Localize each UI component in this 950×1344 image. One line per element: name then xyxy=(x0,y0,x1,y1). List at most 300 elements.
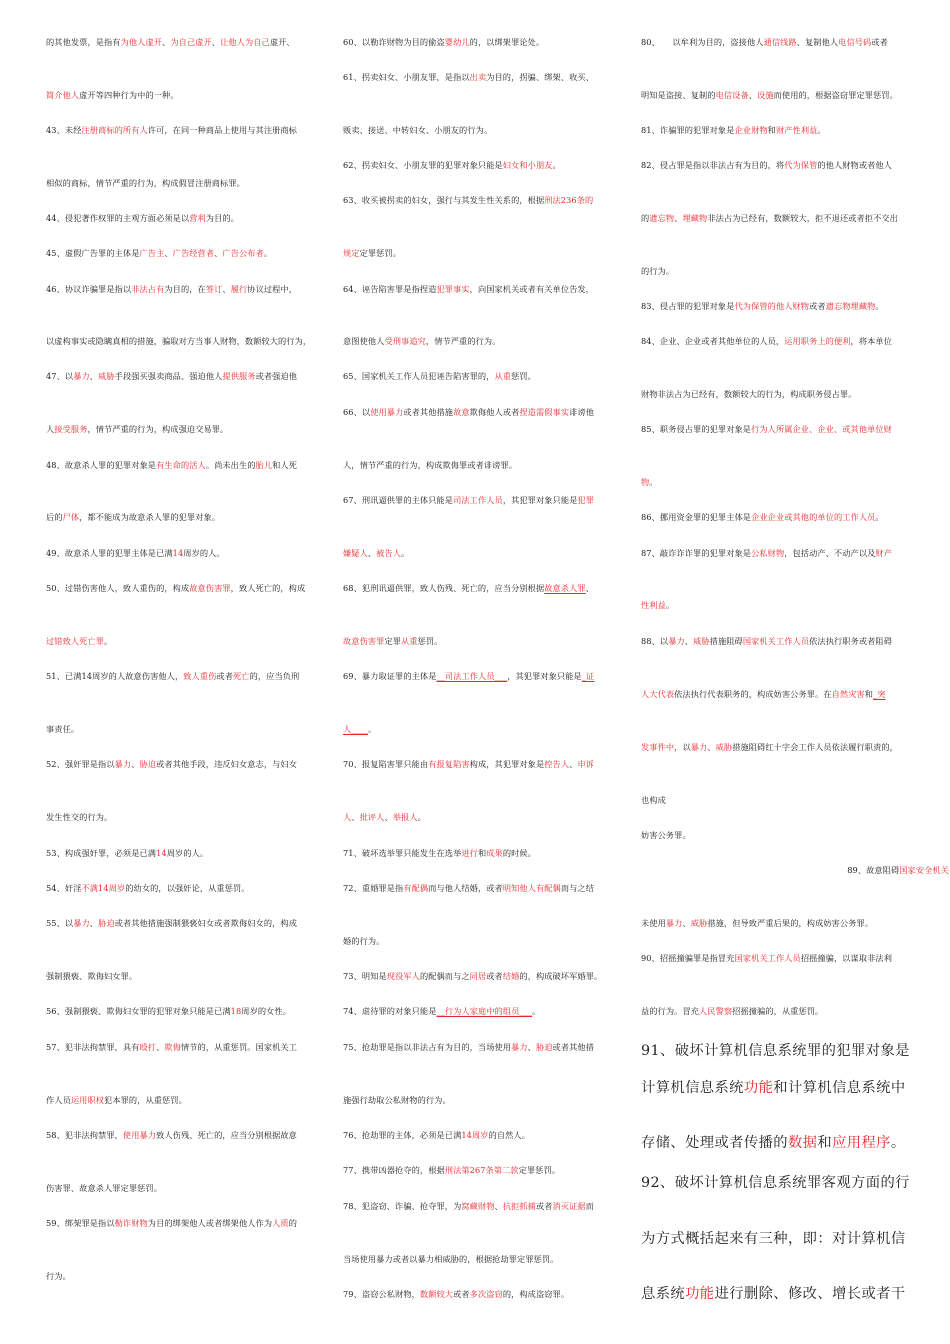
highlighted-answer: 控告人 xyxy=(544,759,570,769)
highlighted-answer: 让他人为自己 xyxy=(220,37,270,47)
text-run: 的幼女的，以强奸论，从重惩罚。 xyxy=(125,883,250,893)
text-run: 、 xyxy=(214,248,223,258)
text-line xyxy=(46,547,225,559)
text-run: 和 xyxy=(767,125,776,135)
highlighted-answer: 签订 xyxy=(205,284,223,294)
text-run: 、 xyxy=(351,812,360,822)
text-run: 为目的。 xyxy=(205,213,239,223)
text-line xyxy=(343,1253,558,1265)
text-run: 。 xyxy=(417,812,426,822)
text-line xyxy=(343,159,561,171)
text-run: 、 xyxy=(684,636,694,646)
text-line xyxy=(641,1040,910,1062)
text-run: 。尚未出生的 xyxy=(205,460,256,470)
highlighted-answer: 消灭证据 xyxy=(552,1201,586,1211)
highlighted-answer: 遗忘物埋藏物 xyxy=(825,301,876,311)
text-run: 或者 xyxy=(809,301,826,311)
text-run: 66、以 xyxy=(343,407,371,417)
highlighted-answer: 有配偶 xyxy=(403,883,429,893)
highlighted-answer: 功能 xyxy=(685,1286,715,1302)
text-run: 或者其他措施强制猥亵妇女或者欺侮妇女的，构成 xyxy=(114,918,297,928)
text-run: 91、破坏计算机信息系统罪的犯罪对象是 xyxy=(641,1043,910,1059)
text-run: 的他人财物或者他人 xyxy=(817,160,892,170)
text-line xyxy=(46,1094,187,1106)
highlighted-answer: 致人重伤 xyxy=(183,671,217,681)
highlighted-answer: 暴力 xyxy=(511,1042,528,1052)
highlighted-answer: 人大代表 xyxy=(641,689,675,699)
text-line xyxy=(343,935,384,947)
text-run: 措施，但导致严重后果的，构成妨害公务罪。 xyxy=(707,918,874,928)
highlighted-answer: 抗拒抓捕 xyxy=(502,1201,536,1211)
text-run: 事责任。 xyxy=(46,724,80,734)
text-run: 72、重婚罪是指 xyxy=(343,883,404,893)
text-run: 61、拐卖妇女、小朋友罪，是指以 xyxy=(343,72,470,82)
text-line xyxy=(641,388,856,400)
text-run: 69、暴力取证罪的主体是 xyxy=(343,671,437,681)
text-line xyxy=(641,1132,906,1154)
text-line xyxy=(343,723,376,735)
text-run: 59、绑架罪是指以 xyxy=(46,1218,115,1228)
highlighted-answer: 国家机关工作人员 xyxy=(742,636,810,646)
text-line xyxy=(343,459,517,471)
text-run: 而与他人结婚，或者 xyxy=(428,883,503,893)
highlighted-answer: 申诉 xyxy=(577,759,595,769)
text-run: 和 xyxy=(817,1135,833,1151)
text-run: 、 xyxy=(222,284,231,294)
text-line xyxy=(46,335,311,347)
text-run: ，其犯罪对象只能是 xyxy=(502,495,578,505)
text-run: 构成，其犯罪对象是 xyxy=(469,759,545,769)
text-run: 定罪 xyxy=(384,636,402,646)
text-run: 贩卖、接送、中转妇女、小朋友的行为。 xyxy=(343,125,493,135)
highlighted-answer: 捏造需假事实 xyxy=(519,407,570,417)
highlighted-answer: 出卖 xyxy=(469,72,487,82)
highlighted-answer: 故意伤害罪 xyxy=(343,636,385,646)
text-run: 74、虐待罪的对象只能是 xyxy=(343,1006,437,1016)
text-line xyxy=(46,124,297,136)
text-run: 57、犯非法拘禁罪，具有 xyxy=(46,1042,140,1052)
highlighted-answer: 自然灾害 xyxy=(831,689,865,699)
text-column-left xyxy=(46,0,316,1344)
highlighted-answer: 物 xyxy=(641,477,650,487)
text-run: 明知是盗接、复制的 xyxy=(641,90,716,100)
text-run: 、 xyxy=(682,918,691,928)
text-run: 47、以 xyxy=(46,371,74,381)
text-line xyxy=(343,547,409,559)
text-run: 虚开等四种行为中的一种。 xyxy=(79,90,179,100)
text-run: 84、企业、企业或者其他单位的人员， xyxy=(641,336,785,346)
text-run: 。 xyxy=(104,636,113,646)
text-run: ，情节严重的行为，构成强迫交易罪。 xyxy=(87,424,229,434)
text-run: ，情节严重的行为。 xyxy=(425,336,501,346)
text-run: 73、明知是 xyxy=(343,971,387,981)
text-run: 83、侵占罪的犯罪对象是 xyxy=(641,301,735,311)
text-run: 92、破坏计算机信息系统罪客观方面的行 xyxy=(641,1175,910,1191)
text-run: 招摇撞骗的，从重惩罚。 xyxy=(732,1006,824,1016)
text-line xyxy=(641,688,886,700)
text-line xyxy=(46,1041,297,1053)
text-line xyxy=(46,811,112,823)
highlighted-answer: 应用程序 xyxy=(832,1135,891,1151)
highlighted-answer: 注册商标的所有人 xyxy=(81,125,148,135)
highlighted-answer: 国家安全机关 xyxy=(899,865,949,875)
highlighted-answer: 公私财物 xyxy=(751,548,785,558)
text-run: 而与之结 xyxy=(560,883,594,893)
highlighted-answer: 勒诈财物 xyxy=(114,1218,148,1228)
text-run: 。 xyxy=(552,160,561,170)
text-line xyxy=(343,811,426,823)
text-run: 、 xyxy=(494,1201,503,1211)
text-run: 62、拐卖妇女、小朋友罪的犯罪对象只能是 xyxy=(343,160,503,170)
text-run: 或者其他手段，违反妇女意志，与妇女 xyxy=(156,759,297,769)
highlighted-answer: 功能 xyxy=(743,1080,774,1096)
text-run: 、 xyxy=(384,812,393,822)
text-run: 80、 以牟利为目的，盗接他人 xyxy=(641,37,764,47)
text-line xyxy=(343,494,594,506)
text-line xyxy=(343,1005,540,1017)
text-line xyxy=(343,1288,569,1300)
text-line xyxy=(46,917,297,929)
text-run: 而 xyxy=(585,1201,594,1211)
text-run: 77、携带凶器抢夺的，根据 xyxy=(343,1165,445,1175)
text-line xyxy=(641,1228,906,1250)
text-run: 依法执行代表职务的，构成妨害公务罪。在 xyxy=(674,689,832,699)
highlighted-answer: 国家机关工作人员 xyxy=(734,953,801,963)
highlighted-answer: 同居 xyxy=(469,971,487,981)
text-line xyxy=(641,36,888,48)
text-line xyxy=(46,1270,71,1282)
highlighted-answer: 行为人所属企业、企业、或其他单位财 xyxy=(751,424,892,434)
text-run: 欺侮他人或者 xyxy=(469,407,520,417)
text-run: 为目的，拐骗、绑架、收买、 xyxy=(486,72,594,82)
text-run: 。 xyxy=(263,248,273,258)
highlighted-answer: 数额较大 xyxy=(419,1289,454,1299)
text-run: 、 xyxy=(748,90,758,100)
text-run: 63、收买被拐卖的妇女，强行与其发生性关系的，根据 xyxy=(343,195,545,205)
highlighted-answer: 死亡 xyxy=(233,671,250,681)
text-run: 惩罚。 xyxy=(417,636,443,646)
text-run: 存储、处理或者传播的 xyxy=(641,1135,788,1151)
highlighted-answer: 通信线路 xyxy=(763,37,797,47)
highlighted-answer: 非法占有 xyxy=(131,284,165,294)
text-run: 53、构成强奸罪，必须是已满 xyxy=(46,848,157,858)
text-run: 89、故意阻碍 xyxy=(847,865,900,875)
text-run: 的其他发票，是指有 xyxy=(46,37,121,47)
text-run: 当场使用暴力或者以暴力相威胁的，根据抢劫罪定罪惩罚。 xyxy=(343,1254,559,1264)
text-run: 或者强迫他 xyxy=(255,371,298,381)
text-run: 定罪惩罚。 xyxy=(359,248,402,258)
text-run: 71、破坏选举罪只能发生在选举 xyxy=(343,848,462,858)
highlighted-answer: 胁迫 xyxy=(535,1042,553,1052)
text-line xyxy=(343,406,594,418)
highlighted-answer: 为自己虚开 xyxy=(170,37,212,47)
text-run: 或者其他措 xyxy=(552,1042,594,1052)
text-run: 81、诈骗罪的犯罪对象是 xyxy=(641,125,735,135)
text-run: 情节的，从重惩罚。国家机关工 xyxy=(180,1042,297,1052)
text-run: 。 xyxy=(665,600,675,610)
text-run: 、 xyxy=(674,213,683,223)
text-run: 相似的商标，情节严重的行为，构成假冒注册商标罪。 xyxy=(46,178,245,188)
text-line xyxy=(641,423,892,435)
highlighted-answer: 接受服务 xyxy=(54,424,88,434)
text-run: 65、国家机关工作人员犯诬告陷害罪的， xyxy=(343,371,495,381)
text-run: 。 xyxy=(649,477,658,487)
highlighted-answer: 窝藏财物 xyxy=(461,1201,495,1211)
text-run: 的，应当负刑 xyxy=(249,671,300,681)
text-run: ，将本单位 xyxy=(850,336,892,346)
text-line xyxy=(46,882,250,894)
text-run: 或者 xyxy=(871,37,888,47)
text-run: 财物非法占为已经有，数额较大的行为，构成职务侵占罪。 xyxy=(641,389,857,399)
text-run: 、 xyxy=(89,918,99,928)
text-run: 50、过错伤害他人，致人重伤的，构成 xyxy=(46,583,190,593)
text-line xyxy=(46,582,305,594)
text-line xyxy=(343,882,594,894)
highlighted-answer: 人____ xyxy=(343,724,369,734)
highlighted-answer: 电信号码 xyxy=(838,37,872,47)
text-line xyxy=(641,952,892,964)
highlighted-answer: 使用暴力 xyxy=(370,407,404,417)
highlighted-answer: 财产 xyxy=(875,548,892,558)
highlighted-answer: 被告人 xyxy=(376,548,402,558)
text-run: 55、以 xyxy=(46,918,74,928)
highlighted-answer: 司法工作人员 xyxy=(453,495,503,505)
highlighted-answer: 代为保管 xyxy=(784,160,818,170)
text-run: 76、抢劫罪的主体，必须是已满 xyxy=(343,1130,462,1140)
highlighted-answer: 广告主 xyxy=(139,248,165,258)
text-line xyxy=(847,864,949,876)
text-line xyxy=(343,635,442,647)
text-run: 伤害罪、故意杀人罪定罪惩罚。 xyxy=(46,1183,163,1193)
highlighted-answer: 人民警察 xyxy=(699,1006,733,1016)
text-run: 和 xyxy=(477,848,487,858)
highlighted-answer: 举报人 xyxy=(392,812,418,822)
text-run: 67、刑讯逼供罪的主体只能是 xyxy=(343,495,454,505)
text-run: 90、招摇撞骗罪是指冒充 xyxy=(641,953,735,963)
text-line xyxy=(343,1041,594,1053)
highlighted-answer: 规定 xyxy=(343,248,360,258)
text-line xyxy=(46,758,297,770)
text-run: 为目的，在 xyxy=(164,284,206,294)
highlighted-answer: 明知他人有配偶 xyxy=(502,883,561,893)
highlighted-answer: 现役军人 xyxy=(386,971,420,981)
text-run: 。 xyxy=(890,1135,906,1151)
text-run: 和人死 xyxy=(272,460,297,470)
text-line xyxy=(343,970,602,982)
text-line xyxy=(343,194,593,206)
text-run: 、 xyxy=(707,742,716,752)
text-run: 妨害公务罪。 xyxy=(641,830,691,840)
highlighted-answer: 14周岁 xyxy=(461,1130,489,1140)
text-run: ，致人死亡的，构成 xyxy=(230,583,306,593)
text-run: 、 xyxy=(162,37,171,47)
highlighted-answer: 企业财物 xyxy=(734,125,768,135)
text-line xyxy=(641,794,666,806)
text-run: 78、犯盗窃、诈骗、抢夺罪，为 xyxy=(343,1201,462,1211)
text-line xyxy=(46,1217,297,1229)
text-line xyxy=(46,247,272,259)
highlighted-answer: _证 xyxy=(581,671,595,681)
text-run: 88、以 xyxy=(641,636,669,646)
text-line xyxy=(641,741,898,753)
highlighted-answer: 故意杀人罪 xyxy=(544,583,586,593)
text-run: 发生性交的行为。 xyxy=(46,812,113,822)
highlighted-answer: 故意伤害罪 xyxy=(189,583,231,593)
text-line xyxy=(641,511,884,523)
text-run: 惩罚。 xyxy=(511,371,536,381)
text-line xyxy=(343,758,594,770)
text-run: 以虚构事实或隐瞒真相的措施，骗取对方当事人财物，数额较大的行为， xyxy=(46,336,312,346)
text-line xyxy=(343,1094,451,1106)
text-line xyxy=(343,370,536,382)
text-run: 或者 xyxy=(453,1289,470,1299)
text-run: 。 xyxy=(817,125,826,135)
highlighted-answer: 性利益 xyxy=(641,600,666,610)
highlighted-answer: 故意 xyxy=(453,407,470,417)
highlighted-answer: 数据 xyxy=(787,1135,818,1151)
text-run: 人，情节严重的行为，构成欺侮罪或者诽谤罪。 xyxy=(343,460,518,470)
text-run: 许可，在同一种商品上使用与其注册商标 xyxy=(147,125,297,135)
text-run: 的时候。 xyxy=(502,848,536,858)
text-run: 。 xyxy=(875,301,884,311)
text-run: 、 xyxy=(569,759,578,769)
text-line xyxy=(343,247,401,259)
text-run: 作人员 xyxy=(46,1095,71,1105)
text-run: 人 xyxy=(46,424,55,434)
text-run: 。 xyxy=(368,724,377,734)
highlighted-answer: 威胁 xyxy=(715,742,733,752)
text-run: ，以 xyxy=(674,742,691,752)
text-run: 益的行为。冒充 xyxy=(641,1006,700,1016)
text-run: 64、诬告陷害罪是指捏造 xyxy=(343,284,437,294)
text-line xyxy=(343,847,536,859)
text-column-right xyxy=(641,0,949,1344)
text-line xyxy=(343,582,594,594)
text-run: ，包括动产、不动产以及 xyxy=(784,548,876,558)
text-line xyxy=(343,670,594,682)
text-line xyxy=(641,159,892,171)
highlighted-answer: 企业企业或其他的单位的工作人员 xyxy=(751,512,876,522)
text-column-middle xyxy=(343,0,613,1344)
text-line xyxy=(641,335,892,347)
text-run: 54、奸淫 xyxy=(46,883,82,893)
text-run: 、 xyxy=(211,37,221,47)
text-line xyxy=(46,423,228,435)
text-run: 的，构成破坏军婚罪。 xyxy=(519,971,603,981)
text-line xyxy=(343,36,544,48)
text-line xyxy=(46,1182,162,1194)
text-line xyxy=(46,89,179,101)
text-line xyxy=(46,1005,291,1017)
text-line xyxy=(343,283,594,295)
text-run: 52、强奸罪是指以 xyxy=(46,759,115,769)
highlighted-answer: 电信设备 xyxy=(715,90,749,100)
text-line xyxy=(641,265,674,277)
text-run: 的 xyxy=(641,213,650,223)
text-run: 周岁的人。 xyxy=(183,548,225,558)
text-run: 而使用的，根据盗窃罪定罪惩罚。 xyxy=(773,90,898,100)
highlighted-answer: 提供服务 xyxy=(222,371,256,381)
highlighted-answer: 成果 xyxy=(486,848,503,858)
text-run: 虚开、 xyxy=(269,37,295,47)
highlighted-answer: 欺侮 xyxy=(164,1042,181,1052)
text-line xyxy=(641,89,898,101)
text-run: 。 xyxy=(401,548,410,558)
highlighted-answer: 18 xyxy=(230,1006,242,1016)
highlighted-answer: 有报复陷害 xyxy=(428,759,470,769)
text-run: 和 xyxy=(864,689,874,699)
text-line xyxy=(641,476,658,488)
text-run: 的，以绑架罪论处。 xyxy=(469,37,545,47)
text-run: 49、故意杀人罪的犯罪主体是已满 xyxy=(46,548,173,558)
text-run: 犯本罪的，从重惩罚。 xyxy=(104,1095,187,1105)
text-line xyxy=(46,723,79,735)
text-run: 的 xyxy=(288,1218,297,1228)
text-run: 68、犯刑讯逼供罪，致人伤残、死亡的，应当分别根据 xyxy=(343,583,545,593)
text-run: 和计算机信息系统中 xyxy=(773,1080,906,1096)
text-line xyxy=(641,124,826,136)
text-line xyxy=(641,1172,910,1194)
highlighted-answer: 从重 xyxy=(401,636,418,646)
text-run: 86、挪用资金罪的犯罪主体是 xyxy=(641,512,752,522)
highlighted-answer: 批评人 xyxy=(359,812,385,822)
text-run: 、复制他人 xyxy=(796,37,839,47)
text-line xyxy=(343,124,492,136)
text-line xyxy=(46,511,220,523)
highlighted-answer: 胁迫 xyxy=(98,918,115,928)
text-run: 定罪惩罚。 xyxy=(518,1165,561,1175)
text-line xyxy=(641,212,898,224)
highlighted-answer: 广告经营者 xyxy=(172,248,215,258)
highlighted-answer: 遗忘物 xyxy=(649,213,675,223)
highlighted-answer: 运用职权 xyxy=(70,1095,105,1105)
text-run: 致人伤残、死亡的，应当分别根据故意 xyxy=(156,1130,297,1140)
text-line xyxy=(46,970,137,982)
text-run: 85、职务侵占罪的犯罪对象是 xyxy=(641,424,752,434)
text-run: 58、犯非法拘禁罪， xyxy=(46,1130,123,1140)
highlighted-answer: 胎儿 xyxy=(255,460,273,470)
highlighted-answer: 殴打 xyxy=(139,1042,157,1052)
text-run: 、 xyxy=(89,371,99,381)
highlighted-answer: 进行 xyxy=(461,848,478,858)
highlighted-answer: 暴力 xyxy=(665,918,683,928)
highlighted-answer: 发事件中 xyxy=(641,742,675,752)
highlighted-answer: 暴力 xyxy=(73,371,90,381)
text-run: ，向国家机关或者有关单位告发， xyxy=(469,284,594,294)
text-run: 为方式概括起来有三种，即：对计算机信 xyxy=(641,1231,906,1247)
text-run: 强制猥亵、欺侮妇女罪。 xyxy=(46,971,138,981)
text-run: 、 xyxy=(164,248,173,258)
text-run: 后的 xyxy=(46,512,63,522)
text-line xyxy=(46,370,297,382)
text-run: 48、故意杀人罪的犯罪对象是 xyxy=(46,460,157,470)
text-line xyxy=(343,335,501,347)
highlighted-answer: 广告公布者 xyxy=(222,248,264,258)
text-run: 婚的行为。 xyxy=(343,936,385,946)
text-run: 60、以勒诈财物为目的偷盗 xyxy=(343,37,445,47)
text-run: 未使用 xyxy=(641,918,666,928)
highlighted-answer: 设施 xyxy=(757,90,774,100)
text-line xyxy=(641,829,691,841)
text-run: 46、协议诈骗罪是指以 xyxy=(46,284,132,294)
highlighted-answer: 婴幼儿 xyxy=(444,37,470,47)
text-line xyxy=(641,1005,823,1017)
text-line xyxy=(46,1129,297,1141)
text-run: 的配偶而与之 xyxy=(419,971,470,981)
highlighted-answer: 埋藏物 xyxy=(682,213,708,223)
text-run: 87、敲诈诈诈罪的犯罪对象是 xyxy=(641,548,752,558)
text-run: 的自然人。 xyxy=(488,1130,531,1140)
